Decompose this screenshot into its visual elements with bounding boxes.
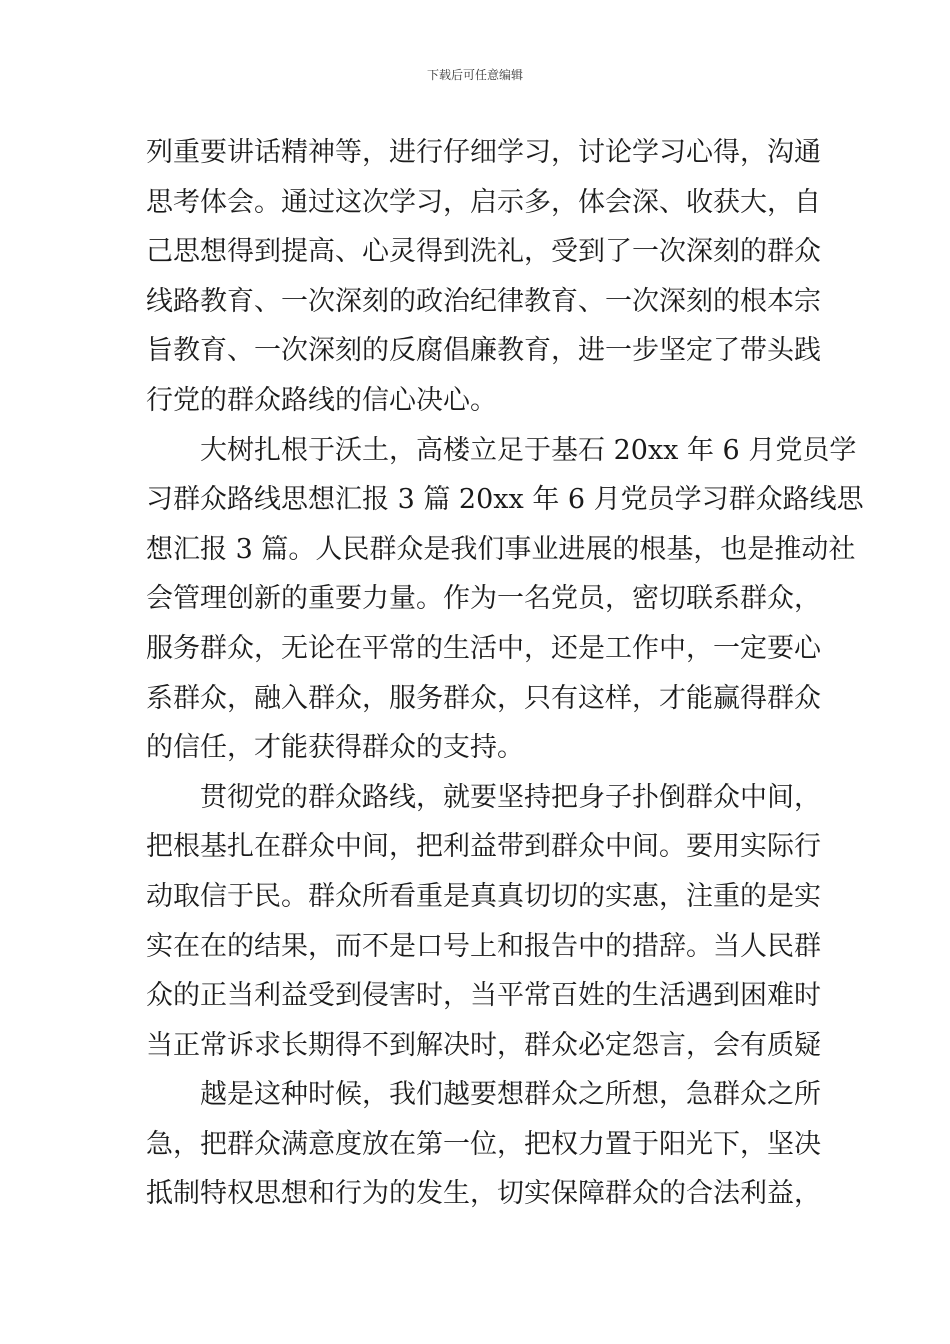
text-line: 想汇报 3 篇。人民群众是我们事业进展的根基，也是推动社 xyxy=(146,533,856,565)
text-line: 己思想得到提高、心灵得到洗礼，受到了一次深刻的群众 xyxy=(146,236,821,268)
text-line: 众的正当利益受到侵害时，当平常百姓的生活遇到困难时 xyxy=(146,980,821,1012)
paragraph-4 xyxy=(146,1070,821,1219)
text-line: 列重要讲话精神等，进行仔细学习，讨论学习心得，沟通 xyxy=(146,137,821,168)
text-line: 抵制特权思想和行为的发生，切实保障群众的合法利益， xyxy=(146,1178,821,1210)
text-line: 实在在的结果，而不是口号上和报告中的措辞。当人民群 xyxy=(146,930,821,962)
text-line: 服务群众，无论在平常的生活中，还是工作中，一定要心 xyxy=(146,632,821,664)
text-line: 思考体会。通过这次学习，启示多，体会深、收获大，自 xyxy=(146,186,821,218)
text-line: 把根基扎在群众中间，把利益带到群众中间。要用实际行 xyxy=(146,831,821,863)
text-line: 线路教育、一次深刻的政治纪律教育、一次深刻的根本宗 xyxy=(146,285,821,317)
text-line: 旨教育、一次深刻的反腐倡廉教育，进一步坚定了带头践 xyxy=(146,335,821,367)
document-body xyxy=(146,128,864,1219)
text-line: 大树扎根于沃土，高楼立足于基石 20xx 年 6 月党员学 xyxy=(200,434,857,466)
text-line: 动取信于民。群众所看重是真真切切的实惠，注重的是实 xyxy=(146,880,821,912)
text-line: 当正常诉求长期得不到解决时，群众必定怨言，会有质疑 xyxy=(146,1029,821,1061)
text-line: 会管理创新的重要力量。作为一名党员，密切联系群众， xyxy=(146,583,821,615)
text-line: 习群众路线思想汇报 3 篇 20xx 年 6 月党员学习群众路线思 xyxy=(146,484,864,516)
text-line: 贯彻党的群众路线，就要坚持把身子扑倒群众中间， xyxy=(200,781,821,813)
text-line: 越是这种时候，我们越要想群众之所想，急群众之所 xyxy=(200,1079,821,1111)
text-line: 系群众，融入群众，服务群众，只有这样，才能赢得群众 xyxy=(146,682,821,714)
text-line: 行党的群众路线的信心决心。 xyxy=(146,384,497,416)
paragraph-1 xyxy=(146,128,821,426)
page-header: 下载后可任意编辑 xyxy=(426,68,523,82)
paragraph-2 xyxy=(146,426,864,773)
paragraph-3 xyxy=(146,773,821,1071)
text-line: 的信任，才能获得群众的支持。 xyxy=(146,732,524,764)
text-line: 急，把群众满意度放在第一位，把权力置于阳光下，坚决 xyxy=(146,1128,821,1160)
